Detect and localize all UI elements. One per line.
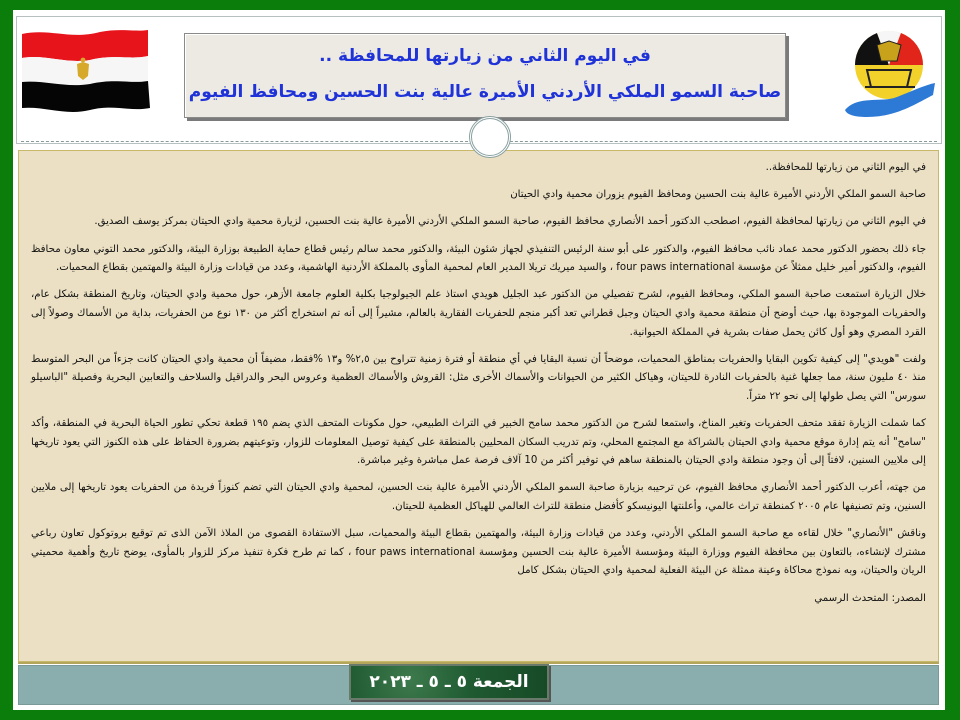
article-paragraph: وناقش "الأنصاري" خلال لقاءه مع صاحبة السمو الملكي الأردني، وعدد من قيادات وزارة البيئة، والمهتمين بقطاع البيئة والمحميات، سبل الاستفادة القصوى من الملاذ الآمن الذى تم توقيع بروتوكول تعاون رباعي مشترك لإنشاءه، بالتعاون بين محافظة الفيوم ووزارة البيئة ومؤسسة الأميرة عالية بنت الحسين ومؤسسة four paws international ، كما تم طرح فكرة تنفيذ مركز للزوار بالمأوى، يوضح تاريخ وأهمية محميتي الريان والحيتان، وبه نموذج محاكاة وعينة ممثلة عن البيئة الفعلية لمحمية وادي الحيتان بشكل كامل [31,528,926,577]
headline-line-2: صاحبة السمو الملكي الأردني الأميرة عالية بنت الحسين ومحافظ الفيوم [188,82,782,102]
article-paragraph: من جهته، أعرب الدكتور أحمد الأنصاري محافظ الفيوم، عن ترحيبه بزيارة صاحبة السمو الملكي الأردني الأميرة عالية بنت الحسين، لمحمية وادي الحيتان التي تضم كنوزاً فريدة من الحفريات يعود تاريخها إلى ملايين السنين، وتم تصنيفها عام ٢٠٠٥ كمنطقة تراث عالمي، وأعلنتها اليونيسكو كأفضل منطقة للتراث العالمي للهياكل العظمية للحيتان. [31,482,926,513]
headline-box [184,33,786,118]
article-paragraph: صاحبة السمو الملكي الأردني الأميرة عالية بنت الحسين ومحافظ الفيوم يزوران محمية وادي الحيتان [510,189,926,201]
page-frame [13,10,945,710]
ring-ornament-icon [469,116,511,158]
article-paragraph: جاء ذلك بحضور الدكتور محمد عماد نائب محافظ الفيوم، والدكتور على أبو سنة الرئيس التنفيذي لجهاز شئون البيئة، والدكتور محمد سالم رئيس قطاع حماية الطبيعة بوزارة البيئة، والدكتور محمد التوني معاون محافظ الفيوم، والدكتور أمير خليل ممثلاً عن مؤسسة four paws international ، والسيد ميريك تريلا المدير العام لمحمية المأوى بالمملكة الأردنية الهاشمية، وعدد من قيادات وزارة البيئة والمهتمين بقطاع المحميات. [31,243,926,274]
egypt-flag-icon [20,26,150,118]
article-paragraph: خلال الزيارة استمعت صاحبة السمو الملكي، ومحافظ الفيوم، لشرح تفصيلي من الدكتور عبد الجليل هويدي استاذ علم الجيولوجيا بكلية العلوم جامعة الأزهر، حول محمية وادي الحيتان، وتاريخ المنطقة بشكل عام، والحفريات الموجودة بها، حيث أوضح أن منطقة محمية وادي الحيتان وجبل قطراني تعد أكبر منجم للحفريات الفقارية بالعالم، مشيراً إلى أنه تم استخراج أكثر من ١٣٠ نوع من الحفريات، بداية من الأسماك وصولاً إلى القرد المصري وهو أول كائن يحمل صفات بشرية في المملكة الحيوانية. [31,289,927,338]
article-paragraph: كما شملت الزيارة تفقد متحف الحفريات وتغير المناخ، واستمعا لشرح من الدكتور محمد سامح الخبير في التراث الطبيعي، حول مكونات المتحف الذي يضم ١٩٥ قطعة تحكي تطور الحياة البحرية في المنطقة، وأكد "سامح" أنه يتم إدارة موقع محمية وادي الحيتان بالشراكة مع المجتمع المحلي، وتم تدريب السكان المحليين بالمنطقة على كيفية توصيل المعلومات للزوار، وتوعيتهم بضرورة الحفاظ على هذه الكنوز التي يعود تاريخها إلى ملايين السنين، لافتاً إلى أن وجود منطقة وادي الحيتان بالمنطقة ساهم في توفير أكثر من 10 آلاف فرصة عمل مباشرة وغير مباشرة. [31,418,926,467]
date-badge: الجمعة ٥ ـ ٥ ـ ٢٠٢٣ [349,664,549,700]
headline-line-1: في اليوم الثاني من زيارتها للمحافظة .. [319,46,651,66]
article-paragraph: ولفت "هويدي" إلى كيفية تكوين البقايا والحفريات بمناطق المحميات، موضحاً أن نسبة البقايا في أي منطقة أو فترة زمنية تتراوح بين ٢,٥% و١٣ %فقط، مضيفاً أن محمية وادي الحيتان كانت جزءاً من البحر المتوسط منذ ٤٠ مليون سنة، مما جعلها غنية بالحفريات النادرة للحيتان، وهياكل الكثير من الحيوانات والأسماك الأخرى مثل: القروش والأسماك العظمية وعروس البحر والدراقيل والسلاحف والتعابين البحرية وفصيلة "الباسيلو سورس" التي يصل طولها إلى نحو ٢٢ متراً. [31,353,926,402]
fayoum-logo-icon [837,25,937,120]
article-body [18,150,939,662]
article-paragraph: في اليوم الثاني من زيارتها للمحافظة.. [765,162,926,173]
article-source: المصدر: المتحدث الرسمي [814,592,926,604]
article-paragraph: في اليوم الثاني من زيارتها لمحافظة الفيوم، اصطحب الدكتور أحمد الأنصاري محافظ الفيوم، صاحبة السمو الملكي الأردني الأميرة عالية بنت الحسين، لزيارة محمية وادي الحيتان بمركز يوسف الصديق. [94,216,926,228]
